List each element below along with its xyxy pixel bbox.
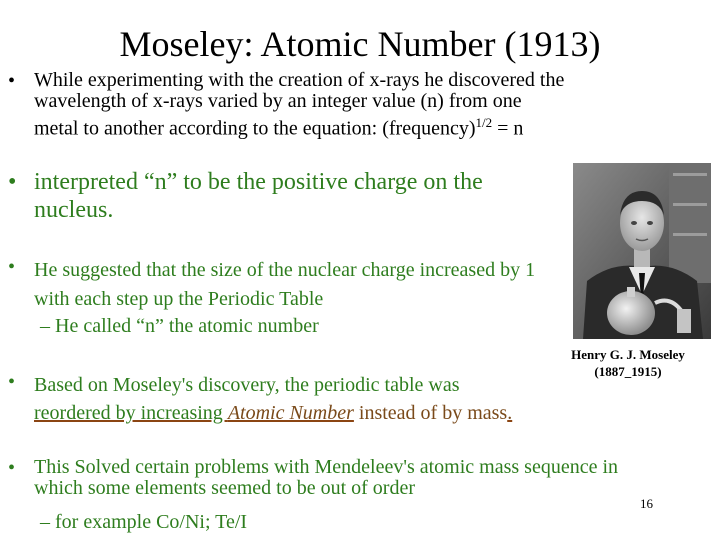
bullet-marker: • bbox=[8, 371, 16, 393]
bullet-positive-charge bbox=[8, 168, 568, 224]
bullet-text: This Solved certain problems with Mendeleev's atomic mass sequence in which some elements seemed to be out of order bbox=[34, 456, 619, 499]
bullet-text: He suggested that the size of the nuclear charge increased by 1 with each step up the Periodic Table bbox=[34, 259, 536, 310]
bullet-text: While experimenting with the creation of x-rays he discovered the wavelength of x-rays varied by an integer value (n) from one metal to another according to the equation: (frequency)$^{1/2}$ = n bbox=[34, 69, 565, 140]
sub-bullet-example: – for example Co/Ni; Te/I bbox=[40, 511, 248, 533]
caption-years: (1887_1915) bbox=[594, 364, 662, 379]
bullet-marker: • bbox=[8, 169, 17, 195]
bullet-marker: • bbox=[8, 457, 16, 479]
bullet-nuclear-charge bbox=[8, 256, 548, 314]
bullet-text: interpreted “n” to be the positive charge on the nucleus. bbox=[34, 169, 483, 223]
bullet-periodic-reorder bbox=[8, 371, 588, 427]
bullet-xray-experiment bbox=[8, 70, 568, 140]
bullet-mendeleev-problems bbox=[8, 457, 618, 499]
sub-bullet-atomic-number: – He called “n” the atomic number bbox=[40, 315, 319, 337]
bullet-marker: • bbox=[8, 256, 16, 278]
bullet-marker: • bbox=[8, 70, 16, 92]
atomic-number-emphasis: Atomic Number bbox=[227, 402, 354, 424]
caption-name: Henry G. J. Moseley bbox=[571, 347, 685, 362]
page-number: 16 bbox=[640, 496, 653, 511]
slide-title: Moseley: Atomic Number (1913) bbox=[119, 24, 601, 64]
moseley-photo bbox=[573, 163, 711, 339]
bullet-text: Based on Moseley's discovery, the periodic table was reordered by increasing Atomic Number instead of by mass. bbox=[34, 374, 513, 424]
